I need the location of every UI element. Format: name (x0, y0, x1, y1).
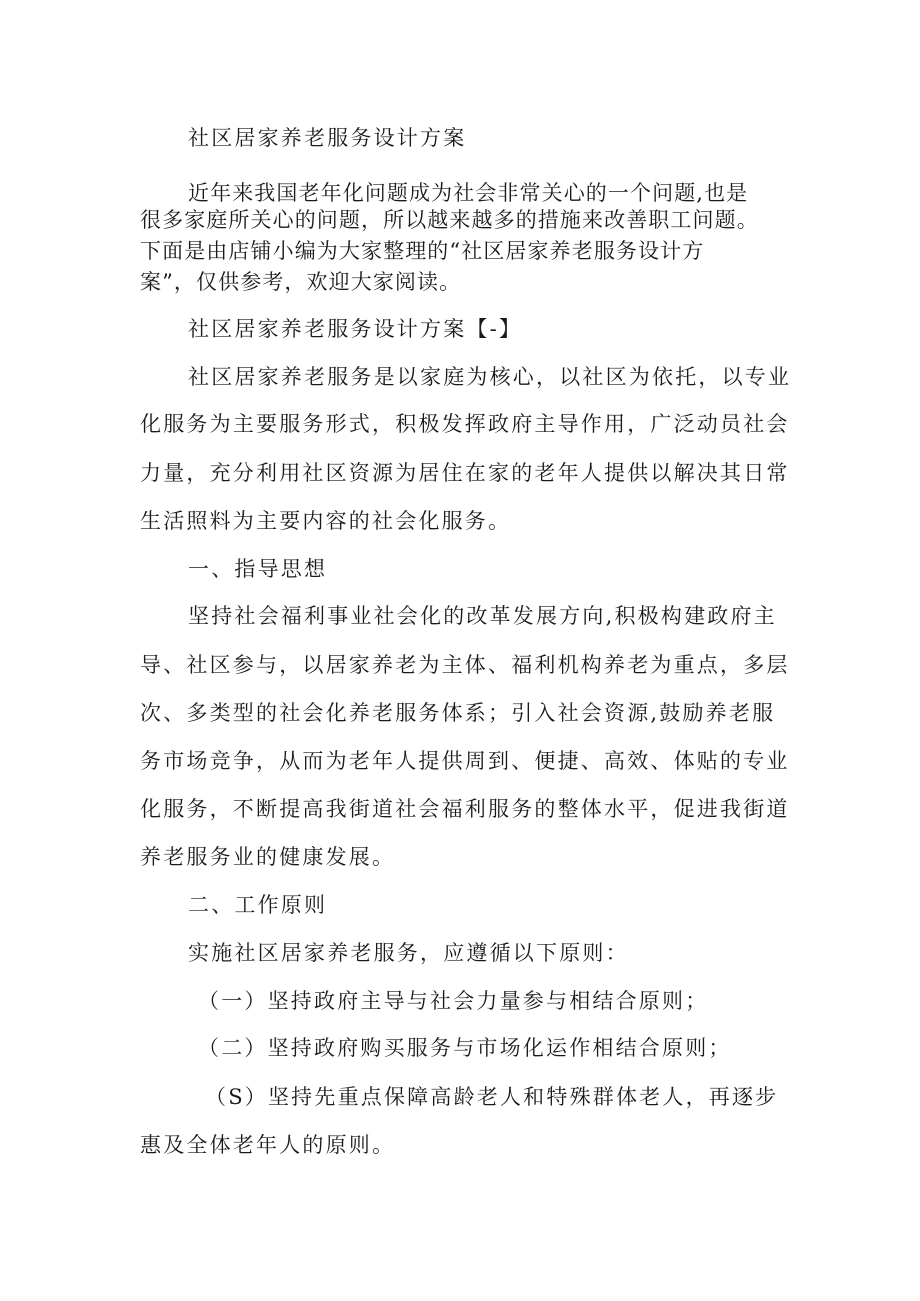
guiding-line-3: 次、多类型的社会化养老服务体系；引入社会资源,鼓励养老服 (140, 701, 776, 725)
section-title: 社区居家养老服务设计方案【-】 (188, 317, 523, 341)
guiding-line-6: 养老服务业的健康发展。 (140, 845, 396, 869)
principle-3-line-2: 惠及全体老年人的原则。 (140, 1133, 396, 1157)
definition-line-2: 化服务为主要服务形式，积极发挥政府主导作用，广泛动员社会 (140, 412, 790, 436)
definition-line-4: 生活照料为主要内容的社会化服务。 (140, 509, 512, 533)
document-title: 社区居家养老服务设计方案 (188, 126, 467, 150)
guiding-line-5: 化服务，不断提高我街道社会福利服务的整体水平，促进我街道 (140, 797, 790, 821)
guiding-line-1: 坚持社会福利事业社会化的改革发展方向,积极构建政府主 (188, 604, 777, 628)
principle-3-line-1: （S）坚持先重点保障高龄老人和特殊群体老人，再逐步 (205, 1085, 779, 1109)
definition-line-3: 力量，充分利用社区资源为居住在家的老年人提供以解决其日常 (140, 461, 790, 485)
principles-intro: 实施社区居家养老服务，应遵循以下原则： (188, 941, 629, 965)
intro-line-1: 近年来我国老年化问题成为社会非常关心的一个问题,也是 (188, 181, 749, 205)
intro-line-3: 下面是由店铺小编为大家整理的“社区居家养老服务设计方 (140, 239, 705, 263)
principle-1: （一）坚持政府主导与社会力量参与相结合原则； (198, 989, 709, 1013)
definition-line-1: 社区居家养老服务是以家庭为核心，以社区为依托，以专业 (188, 365, 792, 389)
intro-line-2: 很多家庭所关心的问题，所以越来越多的措施来改善职工问题。 (140, 208, 759, 232)
principle-2: （二）坚持政府购买服务与市场化运作相结合原则； (198, 1036, 732, 1060)
intro-line-4: 案”，仅供参考，欢迎大家阅读。 (140, 270, 462, 294)
heading-work-principles: 二、工作原则 (188, 893, 328, 917)
guiding-line-4: 务市场竞争，从而为老年人提供周到、便捷、高效、体贴的专业 (140, 749, 790, 773)
heading-guiding-ideas: 一、指导思想 (188, 557, 328, 581)
guiding-line-2: 导、社区参与，以居家养老为主体、福利机构养老为重点，多层 (140, 653, 790, 677)
